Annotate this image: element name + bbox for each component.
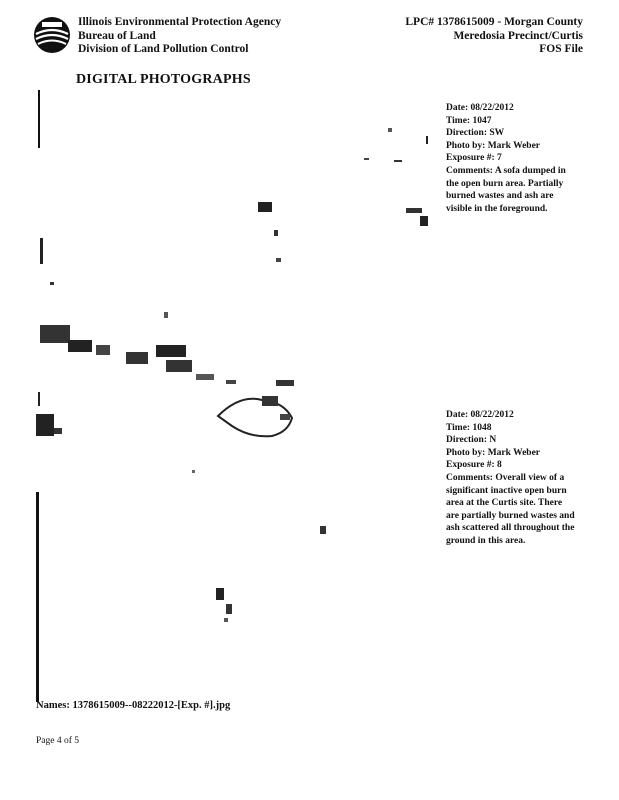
photo-1-details	[446, 102, 576, 215]
photo-1-time: Time: 1047	[446, 115, 492, 126]
photo-2-exposure: Exposure #: 8	[446, 460, 502, 471]
photo-2-image	[36, 392, 436, 702]
agency-name: Illinois Environmental Protection Agency	[78, 16, 282, 28]
photo-1-date: Date: 08/22/2012	[446, 103, 514, 113]
site-block	[405, 16, 583, 57]
site-precinct: Meredosia Precinct/Curtis	[453, 29, 583, 42]
photo-2-details	[446, 409, 576, 548]
photo-2-comments: Comments: Overall view of a significant inactive open burn area at the Curtis site. There are partially burned wastes and ash scattered all throughout the ground in this area.	[446, 472, 575, 546]
photo-1-direction: Direction: SW	[446, 128, 505, 139]
file-type: FOS File	[539, 43, 583, 55]
division-name: Division of Land Pollution Control	[78, 43, 249, 55]
photo-1-image	[36, 90, 436, 390]
photo-1-comments: Comments: A sofa dumped in the open burn area. Partially burned wastes and ash are visible in the foreground.	[446, 165, 566, 214]
agency-block	[78, 16, 281, 57]
bureau-name: Bureau of Land	[78, 29, 156, 42]
photo-1-exposure: Exposure #: 7	[446, 153, 502, 164]
photo-2-photographer: Photo by: Mark Weber	[446, 447, 541, 458]
agency-logo-icon	[32, 15, 72, 55]
page-title: DIGITAL PHOTOGRAPHS	[76, 72, 251, 87]
page-number: Page 4 of 5	[36, 736, 80, 746]
photo-2-direction: Direction: N	[446, 435, 497, 446]
photo-2-date: Date: 08/22/2012	[446, 410, 514, 420]
lpc-number: LPC# 1378615009 - Morgan County	[405, 16, 583, 28]
photo-2-time: Time: 1048	[446, 422, 492, 433]
photo-1-photographer: Photo by: Mark Weber	[446, 140, 541, 151]
file-names: Names: 1378615009--08222012-[Exp. #].jpg	[36, 700, 231, 711]
